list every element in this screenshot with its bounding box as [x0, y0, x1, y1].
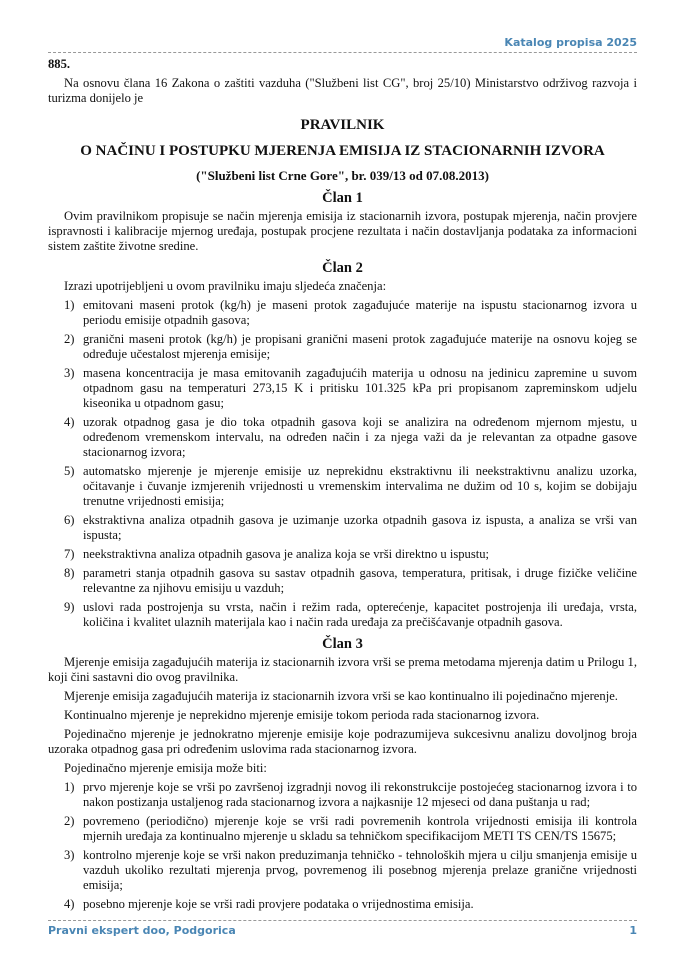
doc-title: PRAVILNIK	[300, 117, 385, 133]
article-3-paragraph: Pojedinačno mjerenje emisija može biti:	[64, 761, 267, 775]
item-text: ekstraktivna analiza otpadnih gasova je uzimanje uzorka otpadnih gasova iz ispusta, a analiza se vrši van ispusta;	[83, 513, 637, 542]
item-number: 4)	[64, 415, 75, 429]
item-number: 1)	[64, 298, 75, 312]
publisher: Pravni ekspert doo, Podgorica	[48, 924, 236, 937]
item-number: 2)	[64, 332, 75, 346]
page-footer	[48, 920, 637, 938]
item-text: uzorak otpadnog gasa je dio toka otpadnih gasova koji se analizira na određenom mjernom mjestu, u određenom vremenskom intervalu, na određen način i za njega važi da je relevantan za otpadne gasove stacionarnog izvora;	[83, 415, 637, 459]
item-number: 6)	[64, 513, 75, 527]
item-text: povremeno (periodično) mjerenje koje se vrši radi povremenih kontrola vrijednosti emisija ili kontrola mjernih uređaja za kontinualno mjerenje u skladu sa tehničkom specifikacijom METI TS CEN/TS 15675;	[83, 814, 637, 843]
item-number: 2)	[64, 814, 75, 828]
item-text: masena koncentracija je masa emitovanih zagađujućih materija u odnosu na jedinicu zapremine u suvom otpadnom gasu na temperaturi 273,15 K i pritisku 101.325 kPa pri propisanom zapreminskom udjelu kiseonika u otpadnom gasu;	[83, 366, 637, 410]
item-number: 1)	[64, 780, 75, 794]
item-text: emitovani maseni protok (kg/h) je maseni protok zagađujuće materije na ispustu stacionarnog izvora u periodu emisije otpadnih gasova;	[83, 298, 637, 327]
article-2-list	[48, 298, 637, 630]
page-number: 1	[629, 924, 637, 937]
article-3-heading: Član 3	[322, 636, 363, 652]
page-header	[48, 36, 637, 53]
item-text: neekstraktivna analiza otpadnih gasova je analiza koja se vrši direktno u ispustu;	[83, 547, 490, 561]
regulation-number: 885.	[48, 57, 71, 71]
gazette-reference: ("Službeni list Crne Gore", br. 039/13 od 07.08.2013)	[196, 168, 489, 183]
list-item	[48, 600, 637, 630]
list-item	[48, 415, 637, 460]
document-body	[48, 57, 637, 912]
item-number: 8)	[64, 566, 75, 580]
article-3-paragraph: Pojedinačno mjerenje je jednokratno mjerenje emisije koje podrazumijeva sukcesivnu analizu dovoljnog broja uzoraka otpadnog gasa pri određenim uslovima rada stacionarnog izvora.	[48, 727, 637, 756]
article-1-text: Ovim pravilnikom propisuje se način mjerenja emisija iz stacionarnih izvora, postupak mjerenja, način provjere ispravnosti i kalibracije mjernog uređaja, postupak procjene rezultata i način dostavljanja podataka za informacioni sistem zaštite životne sredine.	[48, 209, 637, 253]
list-item	[48, 566, 637, 596]
article-1-heading: Član 1	[322, 190, 363, 206]
item-text: posebno mjerenje koje se vrši radi provjere podataka o vrijednostima emisija.	[83, 897, 474, 911]
item-text: uslovi rada postrojenja su vrsta, način i režim rada, opterećenje, kapacitet postrojenja ili uređaja, vrsta, količina i kvalitet ulaznih materijala kao i način rada uređaja za prečišćavanje otpadnih gasova.	[83, 600, 637, 629]
list-item	[48, 848, 637, 893]
item-number: 5)	[64, 464, 75, 478]
article-3-paragraph: Kontinualno mjerenje je neprekidno mjerenje emisije tokom perioda rada stacionarnog izvora.	[64, 708, 540, 722]
article-3-paragraph: Mjerenje emisija zagađujućih materija iz stacionarnih izvora vrši se prema metodama mjerenja datim u Prilogu 1, koji čini sastavni dio ovog pravilnika.	[48, 655, 637, 684]
item-text: granični maseni protok (kg/h) je propisani granični maseni protok zagađujuće materije na osnovu kojeg se određuje učestalost mjerenja emisije;	[83, 332, 637, 361]
article-3-paragraph: Mjerenje emisija zagađujućih materija iz stacionarnih izvora vrši se kao kontinualno ili pojedinačno mjerenje.	[64, 689, 618, 703]
list-item	[48, 814, 637, 844]
item-number: 4)	[64, 897, 75, 911]
list-item	[48, 547, 637, 562]
list-item	[48, 897, 637, 912]
list-item	[48, 513, 637, 543]
item-number: 9)	[64, 600, 75, 614]
item-number: 7)	[64, 547, 75, 561]
list-item	[48, 780, 637, 810]
preamble: Na osnovu člana 16 Zakona o zaštiti vazduha ("Službeni list CG", broj 25/10) Ministarstvo održivog razvoja i turizma donijelo je	[48, 76, 637, 105]
list-item	[48, 298, 637, 328]
list-item	[48, 366, 637, 411]
doc-subtitle: O NAČINU I POSTUPKU MJERENJA EMISIJA IZ STACIONARNIH IZVORA	[80, 143, 605, 159]
item-text: prvo mjerenje koje se vrši po završenoj izgradnji novog ili rekonstrukcije postojećeg stacionarnog izvora i to nakon postizanja ustaljenog rada stacionarnog izvora a najkasnije 12 mjeseci od dana puštanja u rad;	[83, 780, 637, 809]
item-text: kontrolno mjerenje koje se vrši nakon preduzimanja tehničko - tehnoloških mjera u cilju smanjenja emisije u vazduh ukoliko rezultati mjerenja prvog, povremenog ili posebnog mjerenja prelaze granične vrijednosti emisija;	[83, 848, 637, 892]
catalog-title: Katalog propisa 2025	[504, 36, 637, 49]
item-number: 3)	[64, 848, 75, 862]
article-3-list	[48, 780, 637, 912]
item-number: 3)	[64, 366, 75, 380]
list-item	[48, 332, 637, 362]
item-text: parametri stanja otpadnih gasova su sastav otpadnih gasova, temperatura, pritisak, i druge fizičke veličine relevantne za njihovu emisiju u vazduh;	[83, 566, 637, 595]
list-item	[48, 464, 637, 509]
article-2-intro: Izrazi upotrijebljeni u ovom pravilniku imaju sljedeća značenja:	[64, 279, 387, 293]
article-2-heading: Član 2	[322, 260, 363, 276]
item-text: automatsko mjerenje je mjerenje emisije uz neprekidnu ekstraktivnu ili neekstraktivnu analizu uzorka, očitavanje i čuvanje izmjerenih vrijednosti u vremenskim intervalima ne dužim od 10 s, kojim se dobijaju trenutne vrijednosti emisija;	[83, 464, 637, 508]
